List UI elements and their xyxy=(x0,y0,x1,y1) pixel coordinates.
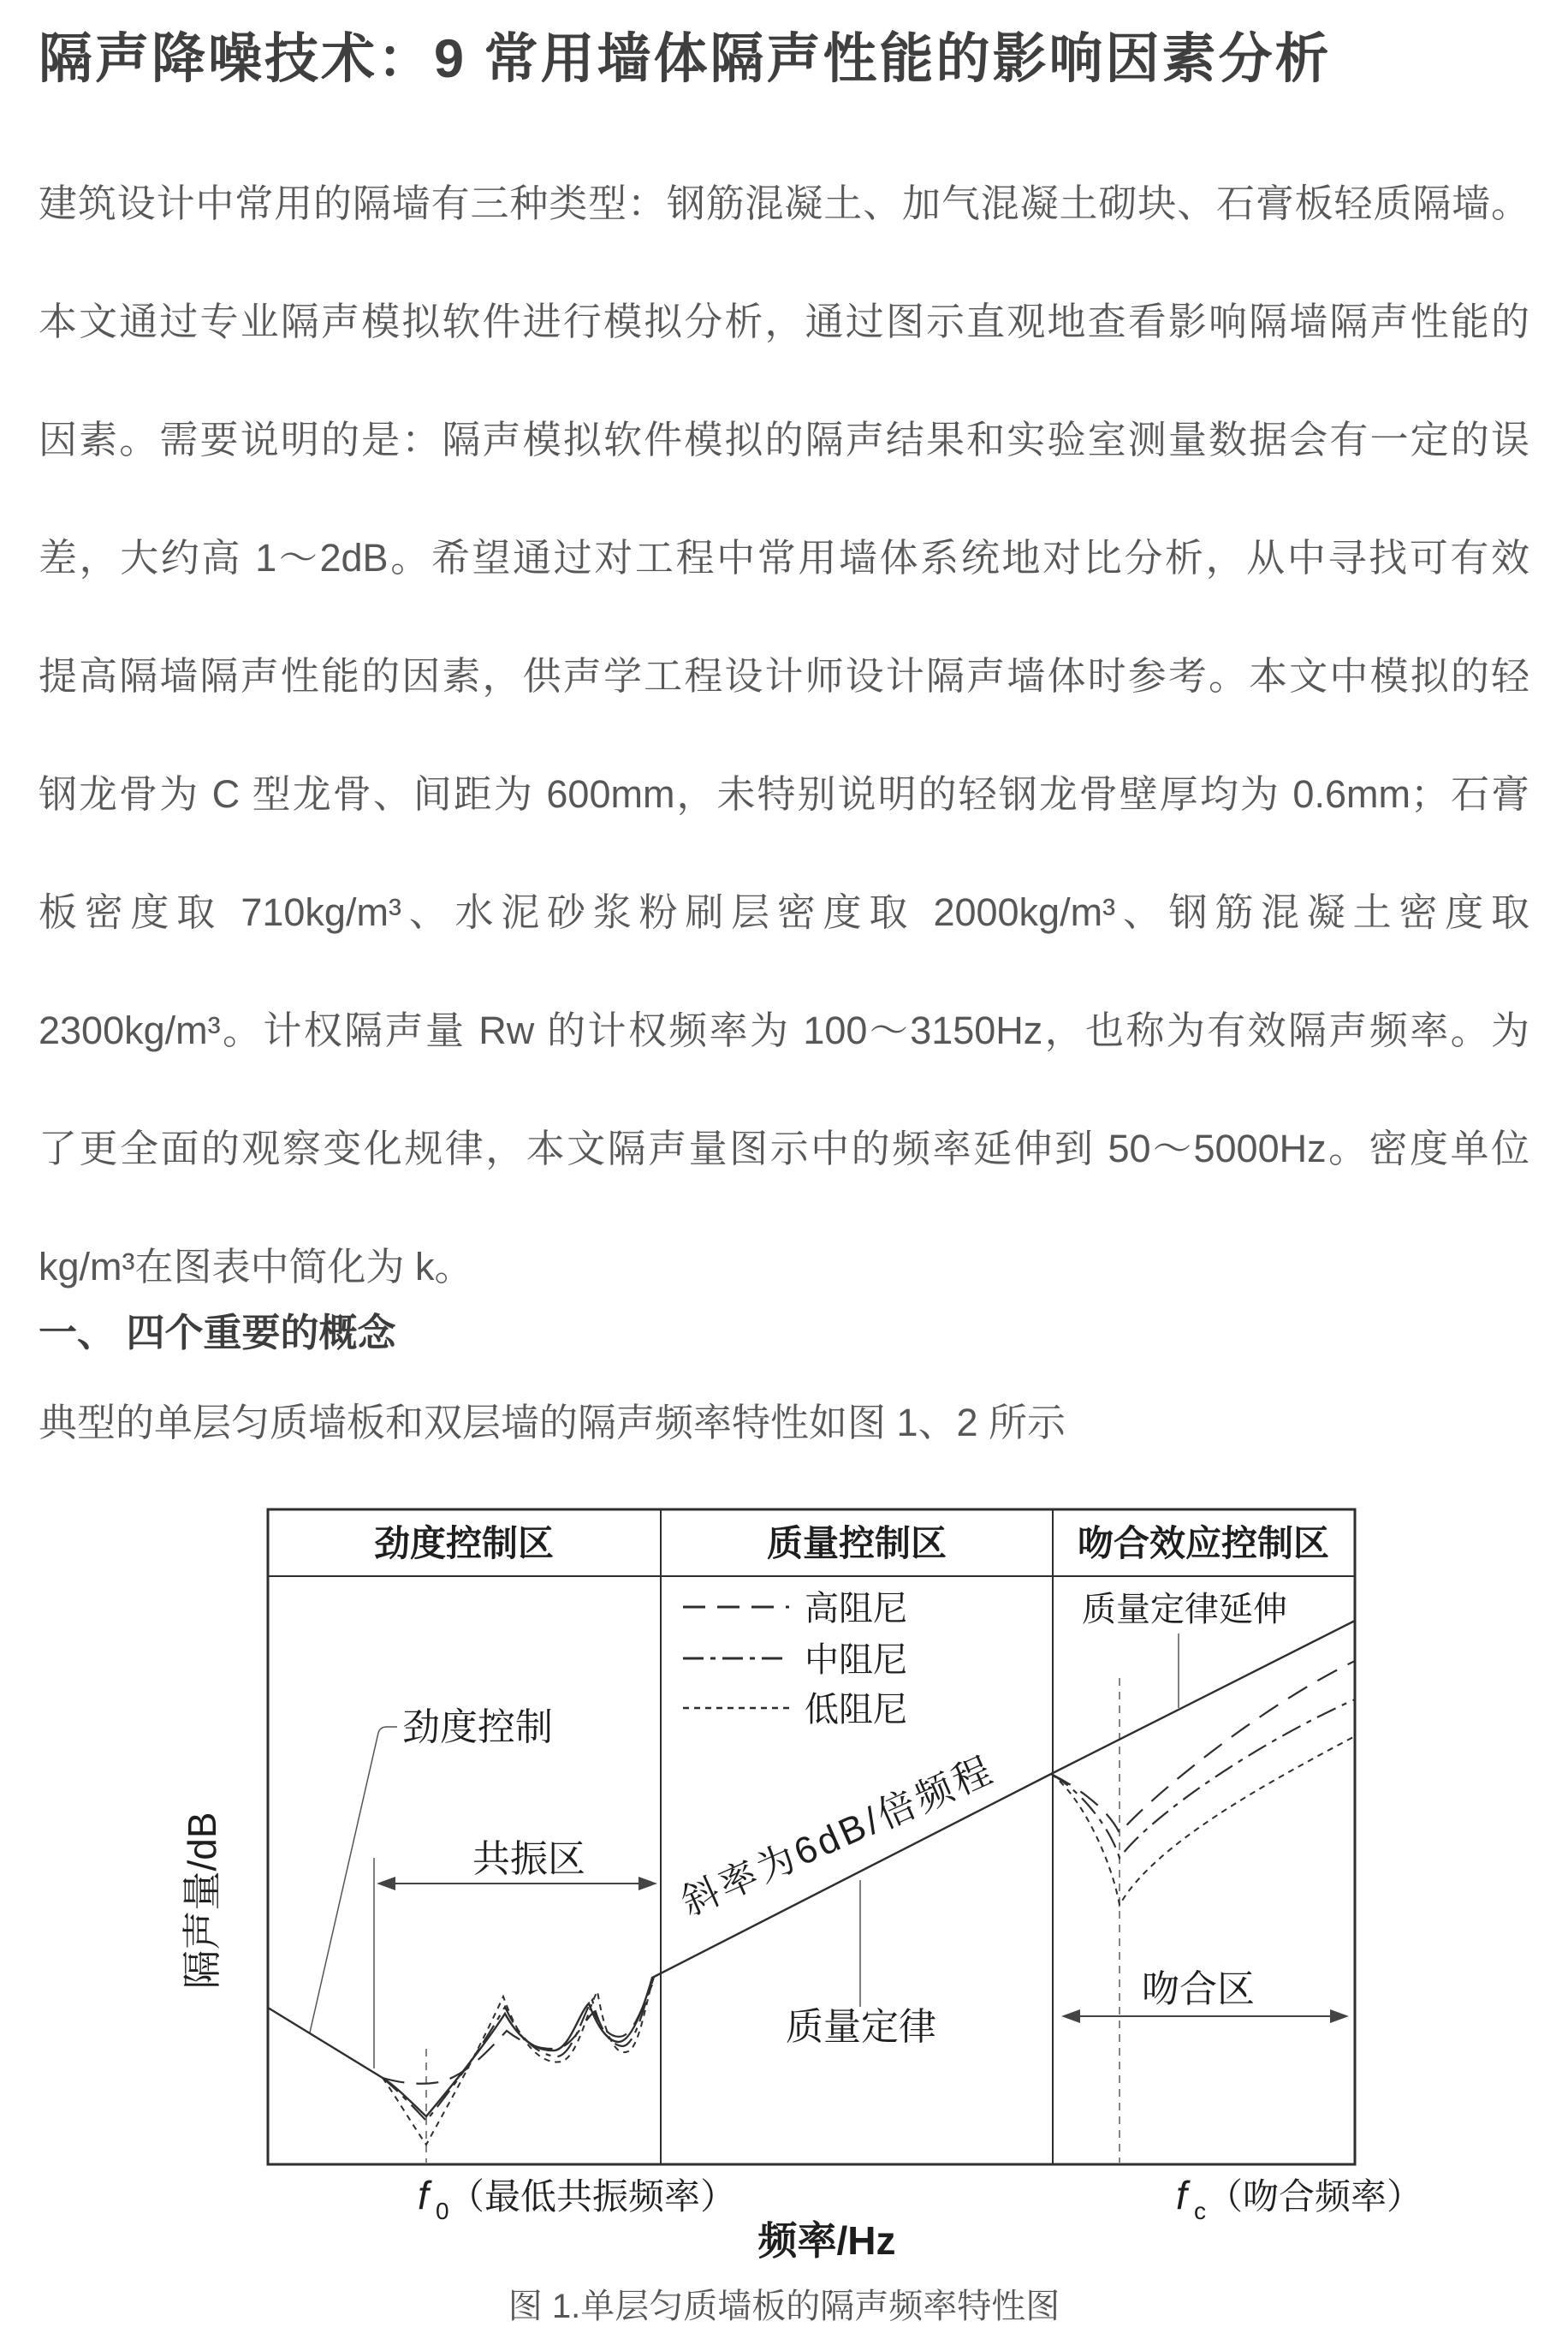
section-heading: 一、 四个重要的概念 xyxy=(39,1311,396,1354)
coincidence-arrow-left-head xyxy=(1061,2009,1080,2023)
slope-annotation: 斜率为6dB/倍频程 xyxy=(674,1748,1001,1925)
x-axis-label: 频率/Hz xyxy=(757,2218,896,2263)
body-line: 板密度取 710kg/m³、水泥砂浆粉刷层密度取 2000kg/m³、钢筋混凝土密度取 xyxy=(39,890,1529,934)
legend-label-mid-damping: 中阻尼 xyxy=(805,1641,907,1679)
fc-symbol: f xyxy=(1176,2173,1187,2217)
figure-intro-text: 典型的单层匀质墙板和双层墙的隔声频率特性如图 1、2 所示 xyxy=(39,1401,1066,1444)
legend-label-low-damping: 低阻尼 xyxy=(805,1691,907,1729)
region-header-mass: 质量控制区 xyxy=(766,1523,947,1563)
curve-low-damping-resonance xyxy=(383,1978,654,2145)
body-line: 提高隔墙隔声性能的因素，供声学工程设计师设计隔声墙体时参考。本文中模拟的轻 xyxy=(39,654,1529,698)
body-line: 2300kg/m³。计权隔声量 Rw 的计权频率为 100～3150Hz，也称为有效隔声频率。为 xyxy=(39,1009,1529,1052)
curve-high-damping-resonance xyxy=(383,1985,652,2084)
f0-note: （最低共振频率） xyxy=(448,2176,737,2217)
body-line: 建筑设计中常用的隔墙有三种类型：钢筋混凝土、加气混凝土砌块、石膏板轻质隔墙。 xyxy=(39,182,1529,225)
resonance-arrow-right-head xyxy=(638,1877,657,1890)
resonance-zone-label: 共振区 xyxy=(472,1838,585,1880)
curve-high-damping-coincidence xyxy=(1051,1661,1355,1833)
body-line: 差，大约高 1～2dB。希望通过对工程中常用墙体系统地对比分析，从中寻找可有效 xyxy=(39,536,1529,580)
coincidence-zone-label: 吻合区 xyxy=(1142,1968,1255,2010)
fc-note: （吻合频率） xyxy=(1207,2176,1423,2217)
region-header-coincidence: 吻合效应控制区 xyxy=(1077,1523,1330,1563)
body-line: kg/m³在图表中简化为 k。 xyxy=(39,1245,473,1289)
stiffness-control-label: 劲度控制 xyxy=(402,1706,553,1748)
resonance-arrow-left-head xyxy=(377,1877,395,1890)
curve-mid-damping-coincidence xyxy=(1051,1699,1355,1858)
page-title: 隔声降噪技术：9 常用墙体隔声性能的影响因素分析 xyxy=(39,29,1332,89)
fc-subscript: c xyxy=(1194,2198,1206,2224)
stiffness-control-leader-line xyxy=(310,1727,397,2032)
curve-low-damping-coincidence xyxy=(1051,1736,1355,1905)
legend-label-high-damping: 高阻尼 xyxy=(805,1590,907,1628)
body-line: 本文通过专业隔声模拟软件进行模拟分析，通过图示直观地查看影响隔墙隔声性能的 xyxy=(39,300,1529,343)
curve-mid-damping-resonance xyxy=(383,1981,652,2121)
region-header-stiffness: 劲度控制区 xyxy=(373,1523,555,1563)
coincidence-arrow-right-head xyxy=(1330,2009,1349,2023)
mass-law-label: 质量定律 xyxy=(786,2006,936,2048)
f0-symbol: f xyxy=(418,2173,429,2217)
f0-subscript: 0 xyxy=(436,2198,449,2224)
figure-caption: 图 1.单层匀质墙板的隔声频率特性图 xyxy=(508,2288,1060,2325)
mass-law-extension-label: 质量定律延伸 xyxy=(1082,1591,1287,1628)
body-line: 因素。需要说明的是：隔声模拟软件模拟的隔声结果和实验室测量数据会有一定的误 xyxy=(39,418,1529,461)
body-line: 了更全面的观察变化规律，本文隔声量图示中的频率延伸到 50～5000Hz。密度单位 xyxy=(39,1127,1529,1170)
y-axis-label: 隔声量/dB xyxy=(180,1812,224,1990)
body-line: 钢龙骨为 C 型龙骨、间距为 600mm，未特别说明的轻钢龙骨壁厚均为 0.6mm；石膏 xyxy=(39,772,1529,816)
